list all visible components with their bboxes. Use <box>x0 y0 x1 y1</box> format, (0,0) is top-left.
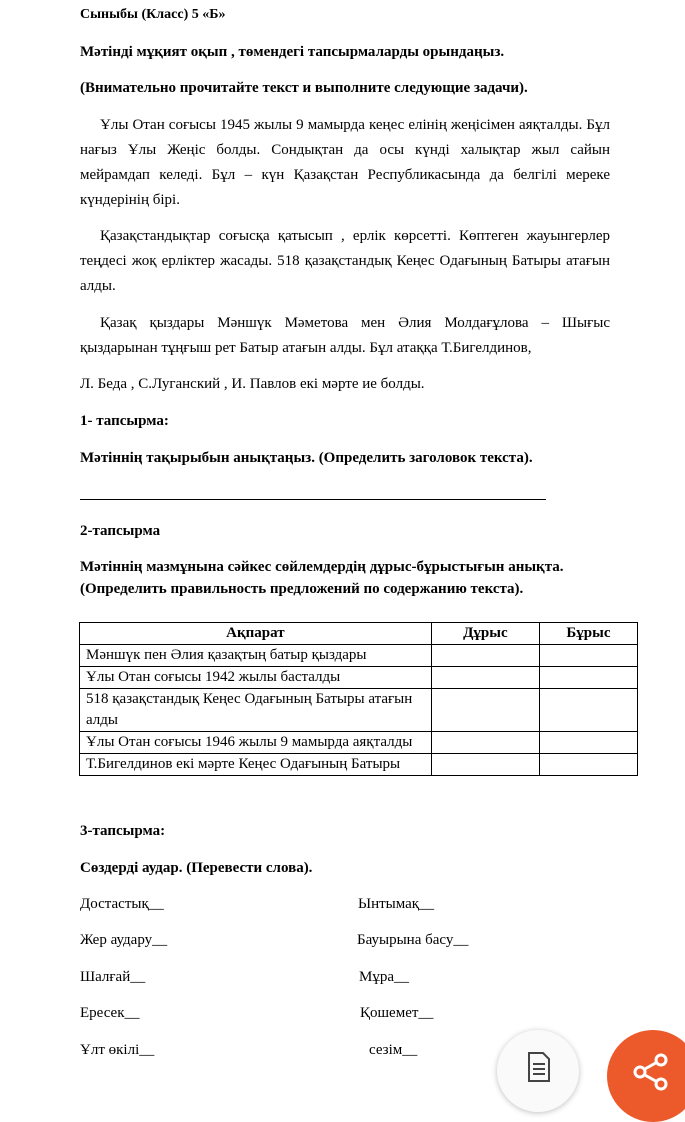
statement-cell: Мәншүк пен Әлия қазақтың батыр қыздары <box>80 645 432 667</box>
true-false-table <box>79 622 638 776</box>
paragraph-1-text: Ұлы Отан соғысы 1945 жылы 9 мамырда кеңес елінің жеңісімен аяқталды. Бұл нағыз Ұлы Жеңіс болды. Сондықтан да осы күнді халықтар жыл сайын мейрамдап келеді. Бұл – күн Қазақстан Республикасында да белгілі мереке күндерінің бірі. <box>80 117 610 208</box>
word-left-3: Шалғай__ <box>80 969 146 985</box>
task1-prompt: Мәтіннің тақырыбын анықтаңыз. (Определить заголовок текста). <box>80 450 533 466</box>
text-paragraph-4: Л. Беда , С.Луганский , И. Павлов екі мәрте ие болды. <box>80 376 425 392</box>
text-paragraph-1 <box>80 113 610 213</box>
task3-prompt: Сөздерді аудар. (Перевести слова). <box>80 860 313 876</box>
table-row <box>80 689 638 732</box>
false-cell[interactable] <box>539 667 637 689</box>
statement-cell: Ұлы Отан соғысы 1946 жылы 9 мамырда аяқталды <box>80 732 432 754</box>
false-cell[interactable] <box>539 689 637 732</box>
text-paragraph-3 <box>80 311 610 361</box>
true-cell[interactable] <box>431 645 539 667</box>
header-info: Ақпарат <box>80 623 432 645</box>
table-row <box>80 732 638 754</box>
word-left-4: Ересек__ <box>80 1005 140 1021</box>
word-left-1: Достастық__ <box>80 896 164 912</box>
false-cell[interactable] <box>539 754 637 776</box>
true-cell[interactable] <box>431 732 539 754</box>
document-button[interactable] <box>497 1030 579 1112</box>
table-row <box>80 645 638 667</box>
word-right-5: сезім__ <box>369 1042 418 1058</box>
document-icon <box>525 1052 551 1082</box>
task1-title: 1- тапсырма: <box>80 413 169 429</box>
instruction-kazakh: Мәтінді мұқият оқып , төмендегі тапсырмаларды орындаңыз. <box>80 44 505 60</box>
answer-line <box>80 499 546 500</box>
word-right-3: Мұра__ <box>359 969 409 985</box>
header-false: Бұрыс <box>539 623 637 645</box>
share-icon <box>631 1052 671 1092</box>
table-row <box>80 667 638 689</box>
word-right-2: Бауырына басу__ <box>357 932 469 948</box>
statement-cell: Ұлы Отан соғысы 1942 жылы басталды <box>80 667 432 689</box>
task2-title: 2-тапсырма <box>80 523 161 539</box>
statement-cell: 518 қазақстандық Кеңес Одағының Батыры атағын алды <box>80 689 432 732</box>
table-row <box>80 754 638 776</box>
false-cell[interactable] <box>539 732 637 754</box>
true-cell[interactable] <box>431 754 539 776</box>
share-button[interactable] <box>607 1030 685 1122</box>
false-cell[interactable] <box>539 645 637 667</box>
true-cell[interactable] <box>431 689 539 732</box>
task2-prompt-line2: (Определить правильность предложений по содержанию текста). <box>80 581 524 597</box>
word-right-4: Қошемет__ <box>360 1005 434 1021</box>
task2-prompt-line1: Мәтіннің мазмұнына сәйкес сөйлемдердің дұрыс-бұрыстығын анықта. <box>80 559 564 575</box>
word-left-5: Ұлт өкілі__ <box>80 1042 155 1058</box>
class-line: Сыныбы (Класс) 5 «Б» <box>80 7 226 22</box>
word-right-1: Ынтымақ__ <box>358 896 435 912</box>
header-true: Дұрыс <box>431 623 539 645</box>
paragraph-2-text: Қазақстандықтар соғысқа қатысып , ерлік көрсетті. Көптеген жауынгерлер теңдесі жоқ ерліктер жасады. 518 қазақстандық Кеңес Одағының Батыры атағын алды. <box>80 228 610 294</box>
task3-title: 3-тапсырма: <box>80 823 166 839</box>
true-cell[interactable] <box>431 667 539 689</box>
table-header-row <box>80 623 638 645</box>
instruction-russian: (Внимательно прочитайте текст и выполните следующие задачи). <box>80 80 528 96</box>
paragraph-3-text: Қазақ қыздары Мәншүк Мәметова мен Әлия Молдағұлова – Шығыс қыздарынан тұңғыш рет Батыр атағын алды. Бұл атаққа Т.Бигелдинов, <box>80 315 610 356</box>
word-left-2: Жер аудару__ <box>80 932 168 948</box>
statement-cell: Т.Бигелдинов екі мәрте Кеңес Одағының Батыры <box>80 754 432 776</box>
text-paragraph-2 <box>80 224 610 299</box>
